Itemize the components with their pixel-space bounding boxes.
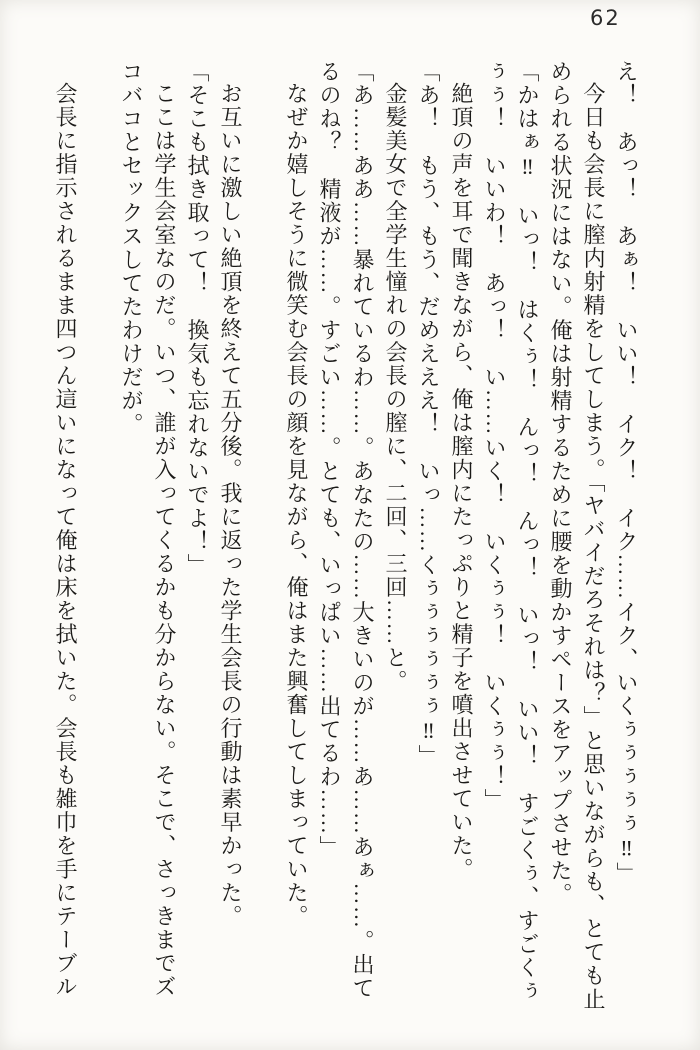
text-line: 「あ……ああ……暴れているわ……。あなたの……大きいのが……あ……あぁ……。出て	[350, 60, 375, 1000]
text-line: 会長に指示されるまま四つん這いになって俺は床を拭いた。会長も雑巾を手にテーブル	[53, 82, 78, 999]
text-line: ぅぅ！ いいわ！ あっ！ い……いく！ いくぅぅ！ いくぅぅ！」	[482, 60, 507, 812]
text-line: められる状況にはない。俺は射精するために腰を動かすペースをアップさせた。	[548, 60, 573, 906]
blank-line	[82, 60, 115, 1045]
text-line: お互いに激しい絶頂を終えて五分後。我に返った学生会長の行動は素早かった。	[218, 82, 243, 928]
text-line: 「あ！ もう、もう、だめえええ！ いっ……くぅぅぅぅぅぅ‼」	[416, 60, 441, 768]
text-line: ここは学生会室なのだ。いつ、誰が入ってくるかも分からない。そこで、さっきまでズ	[152, 82, 177, 999]
text-line: 「かはぁ‼ いっ！ はくぅ！ んっ！ んっ！ いっ！ いい！ すごくぅ、すごくぅ	[515, 60, 540, 1003]
text-line: 今日も会長に膣内射精をしてしまう。「ヤバイだろそれは？」と思いながらも、とても止	[581, 82, 606, 1011]
text-line: コバコとセックスしてたわけだが。	[119, 60, 144, 436]
page-number: 62	[590, 6, 621, 30]
text-line: なぜか嬉しそうに微笑む会長の顔を見ながら、俺はまた興奮してしまっていた。	[284, 82, 309, 928]
page-body	[49, 60, 643, 1045]
text-line: 金髪美女で全学生憧れの会長の膣に、二回、三回……と。	[383, 82, 408, 693]
text-line: え！ あっ！ あぁ！ いい！ イク！ イク……イク、いくぅぅぅぅぅ‼」	[614, 60, 639, 886]
text-line: 絶頂の声を耳で聞きながら、俺は膣内にたっぷりと精子を噴出させていた。	[449, 82, 474, 881]
blank-line	[247, 60, 280, 1045]
text-line: るのね？ 精液が……。すごい……。とても、いっぱい……出てるわ……」	[317, 60, 342, 859]
text-line: 「そこも拭き取って！ 換気も忘れないでよ！」	[185, 60, 210, 577]
